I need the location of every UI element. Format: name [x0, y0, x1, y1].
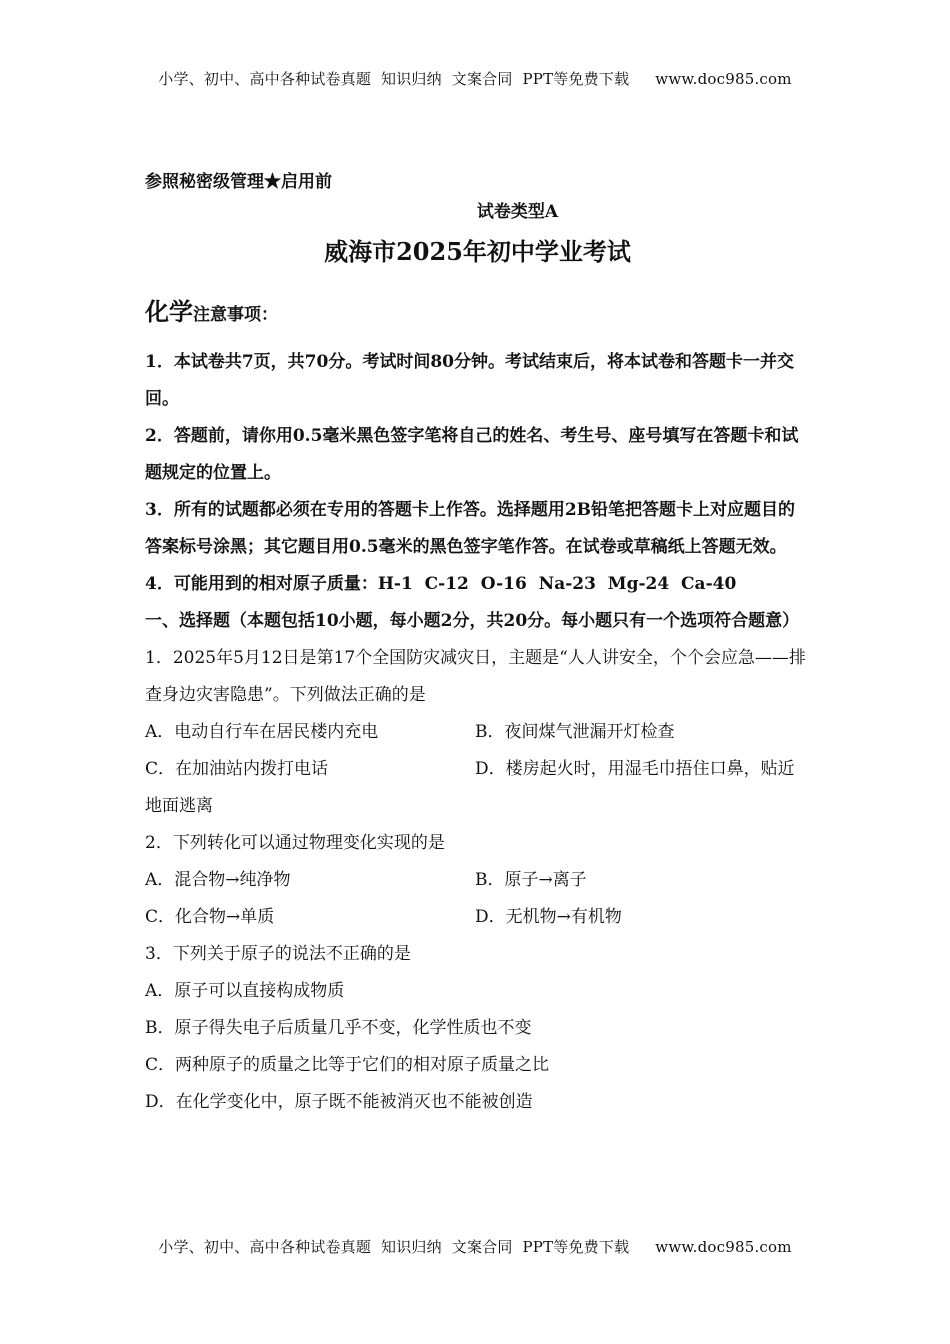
question-2-option-a: A．混合物→纯净物	[145, 870, 291, 890]
question-1-stem: 1．2025年5月12日是第17个全国防灾减灾日，主题是“人人讲安全，个个会应急——排查身边灾害隐患”。下列做法正确的是	[145, 648, 806, 705]
question-2-option-b: B．原子→离子	[475, 870, 587, 890]
notice-item-4: 4．可能用到的相对原子质量：H-1 C-12 O-16 Na-23 Mg-24 Ca-40	[145, 574, 737, 594]
notice-item-2: 2．答题前，请你用0.5毫米黑色签字笔将自己的姓名、考生号、座号填写在答题卡和试题规定的位置上。	[145, 426, 799, 483]
exam-page	[145, 170, 810, 1121]
page-footer	[0, 1236, 950, 1257]
secret-label: 参照秘密级管理★启用前	[145, 172, 332, 192]
header-text: 小学、初中、高中各种试卷真题 知识归纳 文案合同 PPT等免费下载	[158, 70, 630, 88]
section-heading-choice: 一、选择题（本题包括10小题，每小题2分，共20分。每小题只有一个选项符合题意）	[145, 611, 800, 631]
question-1-option-a: A．电动自行车在居民楼内充电	[145, 722, 379, 742]
notice-item-3: 3．所有的试题都必须在专用的答题卡上作答。选择题用2B铅笔把答题卡上对应题目的答案标号涂黑；其它题目用0.5毫米的黑色签字笔作答。在试卷或草稿纸上答题无效。	[145, 500, 796, 557]
subject-name: 化学	[145, 297, 193, 326]
footer-text: 小学、初中、高中各种试卷真题 知识归纳 文案合同 PPT等免费下载	[158, 1238, 630, 1256]
question-3-option-c: C．两种原子的质量之比等于它们的相对原子质量之比	[145, 1055, 550, 1075]
question-2-stem: 2．下列转化可以通过物理变化实现的是	[145, 833, 445, 853]
notice-heading: 注意事项：	[193, 305, 278, 325]
question-3-option-b: B．原子得失电子后质量几乎不变，化学性质也不变	[145, 1018, 532, 1038]
question-1-options-cd	[145, 751, 810, 825]
question-2-option-c: C．化合物→单质	[145, 907, 275, 927]
question-1-option-d: D．楼房起火时，用湿毛巾捂住口鼻，贴近地面逃离	[145, 759, 795, 816]
question-2-options	[145, 862, 810, 936]
paper-type: 试卷类型A	[476, 202, 559, 222]
exam-title: 威海市2025年初中学业考试	[324, 237, 631, 266]
question-3-option-d: D．在化学变化中，原子既不能被消灭也不能被创造	[145, 1092, 533, 1112]
page-header	[0, 68, 950, 89]
question-3-option-a: A．原子可以直接构成物质	[145, 981, 345, 1001]
notice-item-1: 1．本试卷共7页，共70分。考试时间80分钟。考试结束后，将本试卷和答题卡一并交回。	[145, 352, 794, 409]
question-2-option-d: D．无机物→有机物	[475, 907, 622, 927]
header-url: www.doc985.com	[655, 70, 792, 88]
question-1-options	[145, 714, 810, 751]
question-3-stem: 3．下列关于原子的说法不正确的是	[145, 944, 411, 964]
question-1-option-b: B．夜间煤气泄漏开灯检查	[475, 722, 675, 742]
subject-line	[145, 294, 810, 344]
question-1-option-c: C．在加油站内拨打电话	[145, 759, 329, 779]
footer-url: www.doc985.com	[655, 1238, 792, 1256]
